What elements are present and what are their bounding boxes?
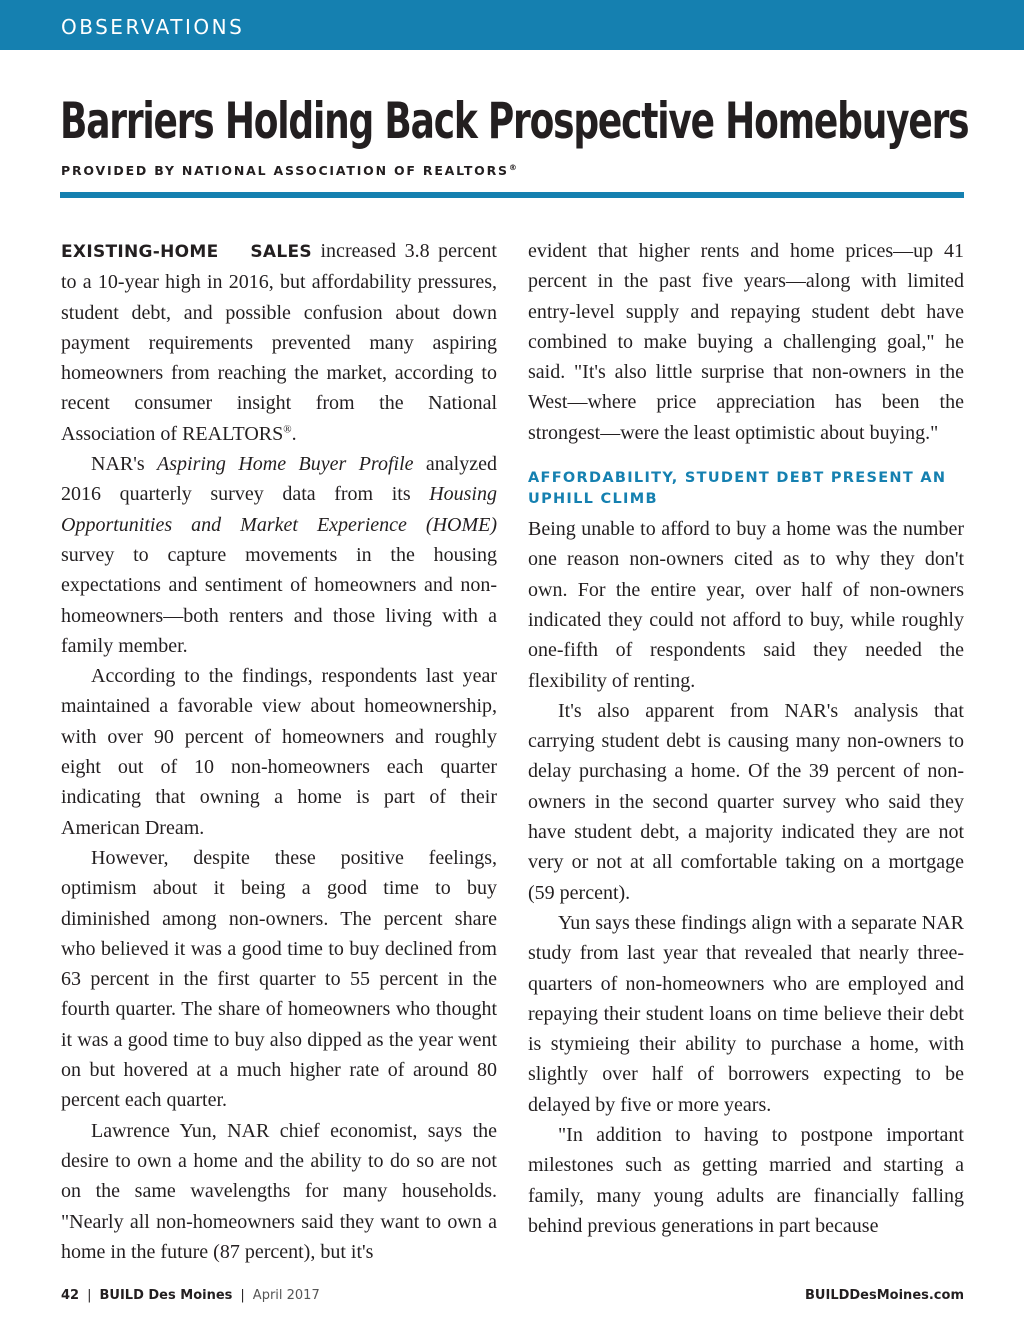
article-credit — [61, 163, 517, 178]
footer-separator: | — [240, 1288, 245, 1303]
paragraph: Yun says these findings align with a separate NAR study from last year that revealed that nearly three-quarters of non-homeowners who are employed and repaying their student loans on time believe their debt is stymieing their ability to purchase a home, with slightly over half of borrowers expecting to be delayed by five or more years. — [528, 911, 964, 1116]
paragraph-text: increased 3.8 percent to a 10-year high in 2016, but affordability pressures, student debt, and possible confusion about down payment requirements prevented many aspiring homeowners from reaching the market, according to recent consumer insight from the National Association of REALTORS — [61, 240, 497, 445]
paragraph: Lawrence Yun, NAR chief economist, says the desire to own a home and the ability to do so are not on the same wavelengths for many households. "Nearly all non-homeowners said they want to own a home in the future (87 percent), but it's — [61, 1119, 497, 1263]
folio — [61, 1288, 320, 1303]
paragraph: "In addition to having to postpone important milestones such as getting married and starting a family, many young adults are financially falling behind previous generations in part because — [528, 1124, 964, 1237]
paragraph-text: analyzed 2016 quarterly survey data from its — [61, 453, 497, 506]
publication-name: BUILD Des Moines — [99, 1288, 233, 1303]
paragraph — [61, 449, 497, 661]
paragraph-text: NAR's — [91, 453, 158, 476]
paragraph: However, despite these positive feelings, optimism about it being a good time to buy diminished among non-owners. The percent share who believed it was a good time to buy declined from 63 percent in the first quarter to 55 percent in the fourth quarter. The share of homeowners who thought it was a good time to buy also dipped as the year went on but hovered at a much higher rate of around 80 percent each quarter. — [61, 846, 497, 1112]
article-credit-text: PROVIDED BY NATIONAL ASSOCIATION OF REALTORS — [61, 163, 509, 179]
paragraph-end: . — [291, 422, 297, 445]
publication-title: Aspiring Home Buyer Profile — [157, 453, 414, 476]
section-label: OBSERVATIONS — [61, 15, 245, 39]
registered-mark: ® — [508, 163, 517, 172]
paragraph-text: survey to capture movements in the housing expectations and sentiment of homeowners and non-homeowners—both renters and those living with a family member. — [61, 543, 497, 657]
section-header-band — [0, 0, 1024, 50]
article-title: Barriers Holding Back Prospective Homebuyers — [60, 92, 969, 150]
paragraph: evident that higher rents and home prices—up 41 percent in the past five years—along with limited entry-level supply and repaying student debt have combined to make buying a challenging goal," he said. "It's also little surprise that non-owners in the West—where price appreciation has been the strongest—were the least optimistic about buying." — [528, 240, 964, 444]
right-column — [528, 236, 964, 1241]
footer-separator: | — [87, 1288, 92, 1303]
paragraph: Being unable to afford to buy a home was the number one reason non-owners cited as to why they don't own. For the entire year, over half of non-owners indicated they could not afford to buy, while roughly one-fifth of respondents said they needed the flexibility of renting. — [528, 518, 964, 692]
page-number: 42 — [61, 1288, 80, 1303]
section-subheading: AFFORDABILITY, STUDENT DEBT PRESENT AN UPHILL CLIMB — [528, 470, 947, 508]
lead-in: EXISTING-HOME SALES — [61, 242, 312, 262]
website-url: BUILDDesMoines.com — [805, 1288, 964, 1303]
title-divider — [60, 192, 964, 198]
paragraph: According to the findings, respondents last year maintained a favorable view about homeownership, with over 90 percent of homeowners and roughly eight out of 10 non-homeowners each quarter indicating that owning a home is part of their American Dream. — [61, 665, 497, 839]
survey-title: Housing Opportunities and Market Experience (HOME) — [61, 483, 497, 536]
registered-mark: ® — [283, 423, 292, 436]
issue-date: April 2017 — [252, 1288, 320, 1303]
left-column — [61, 236, 497, 1267]
paragraph — [61, 236, 497, 449]
paragraph: It's also apparent from NAR's analysis that carrying student debt is causing many non-owners to delay purchasing a home. Of the 39 percent of non-owners in the second quarter survey who said they have student debt, a majority indicated they are not very or not at all comfortable taking on a mortgage (59 percent). — [528, 699, 964, 904]
